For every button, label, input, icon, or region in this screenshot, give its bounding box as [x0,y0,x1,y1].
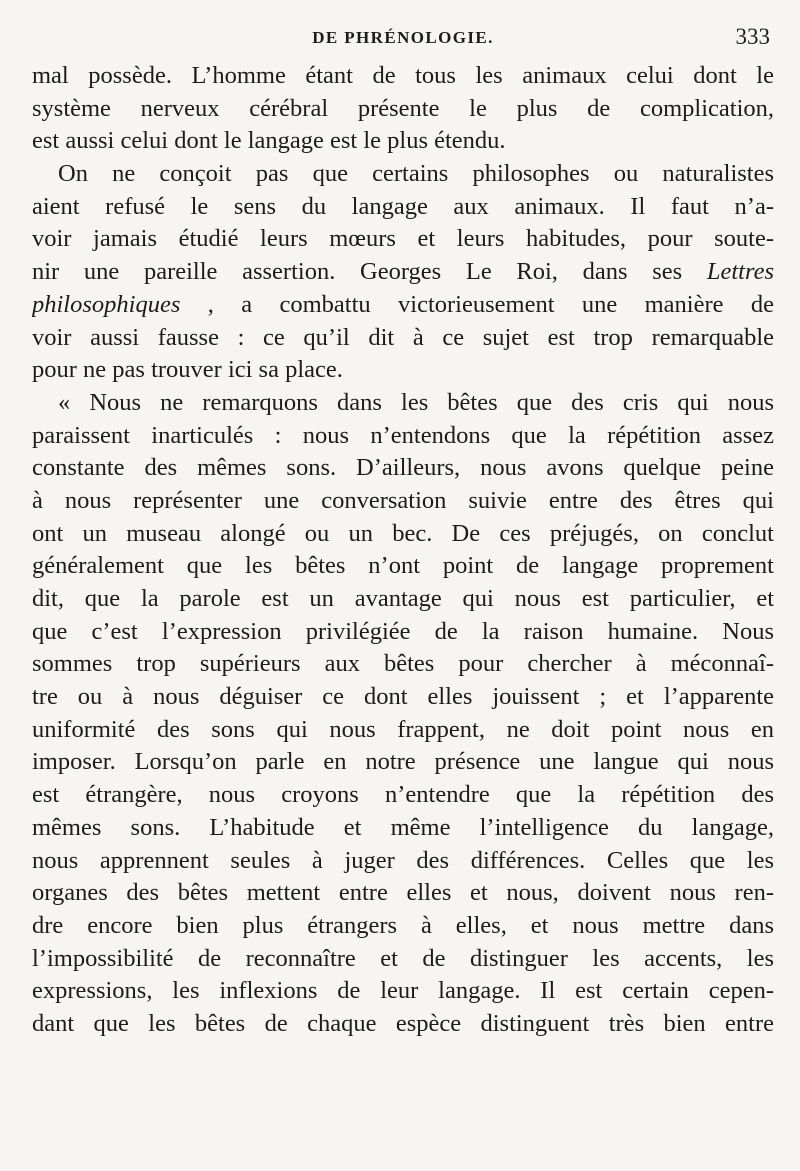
text-line: expressions, les inflexions de leur langage. Il est certain cepen- [32,977,774,1005]
book-title-italic: philosophiques [32,290,181,318]
text-line: constante des mêmes sons. D’ailleurs, nous avons quelque peine [32,454,774,482]
text-line: paraissent inarticulés : nous n’entendons que la répétition assez [32,421,774,449]
text-line: pour ne pas trouver ici sa place. [32,356,343,384]
text-line: que c’est l’expression privilégiée de la raison humaine. Nous [32,617,774,645]
text-line: mal possède. L’homme étant de tous les animaux celui dont le [32,62,774,89]
page-header [32,24,774,56]
book-page [32,0,774,1171]
text-line: est étrangère, nous croyons n’entendre que la répétition des [32,781,774,809]
text-line: voir aussi fausse : ce qu’il dit à ce sujet est trop remarquable [32,323,774,351]
text-line: à nous représenter une conversation suivie entre des êtres qui [32,486,774,514]
text-line: uniformité des sons qui nous frappent, ne doit point nous en [32,715,774,743]
text-line: dre encore bien plus étrangers à elles, et nous mettre dans [32,911,774,939]
text-line: On ne conçoit pas que certains philosophes ou naturalistes [58,160,774,188]
text-line [32,256,774,289]
text-line: aient refusé le sens du langage aux animaux. Il faut n’a- [32,192,774,220]
text-line: sommes trop supérieurs aux bêtes pour chercher à méconnaî- [32,650,774,678]
text-line: mêmes sons. L’habitude et même l’intelligence du langage, [32,813,774,841]
page-number: 333 [735,24,770,49]
page-body [32,60,774,1041]
text-line: « Nous ne remarquons dans les bêtes que des cris qui nous [58,388,774,416]
text-line: généralement que les bêtes n’ont point de langage proprement [32,552,774,580]
text-line: dant que les bêtes de chaque espèce distinguent très bien entre [32,1009,774,1037]
text-line: voir jamais étudié leurs mœurs et leurs habitudes, pour soute- [32,225,774,253]
text-line [32,289,774,322]
book-title-italic: Lettres [706,258,774,286]
running-head: DE PHRÉNOLOGIE. [312,28,494,47]
text-line: ont un museau alongé ou un bec. De ces préjugés, on conclut [32,519,774,547]
text-line: l’impossibilité de reconnaître et de distinguer les accents, les [32,944,774,972]
text-line: imposer. Lorsqu’on parle en notre présence une langue qui nous [32,748,774,776]
text-line: nous apprennent seules à juger des différences. Celles que les [32,846,774,874]
text-line: est aussi celui dont le langage est le plus étendu. [32,127,506,155]
text-segment: , a combattu victorieusement une manière de [207,290,774,318]
text-line: système nerveux cérébral présente le plus de complication, [32,94,774,122]
text-line: organes des bêtes mettent entre elles et nous, doivent nous ren- [32,879,774,907]
text-line: tre ou à nous déguiser ce dont elles jouissent ; et l’apparente [32,683,774,711]
text-line: dit, que la parole est un avantage qui nous est particulier, et [32,585,774,612]
text-segment: nir une pareille assertion. Georges Le Roi, dans ses [32,258,683,286]
